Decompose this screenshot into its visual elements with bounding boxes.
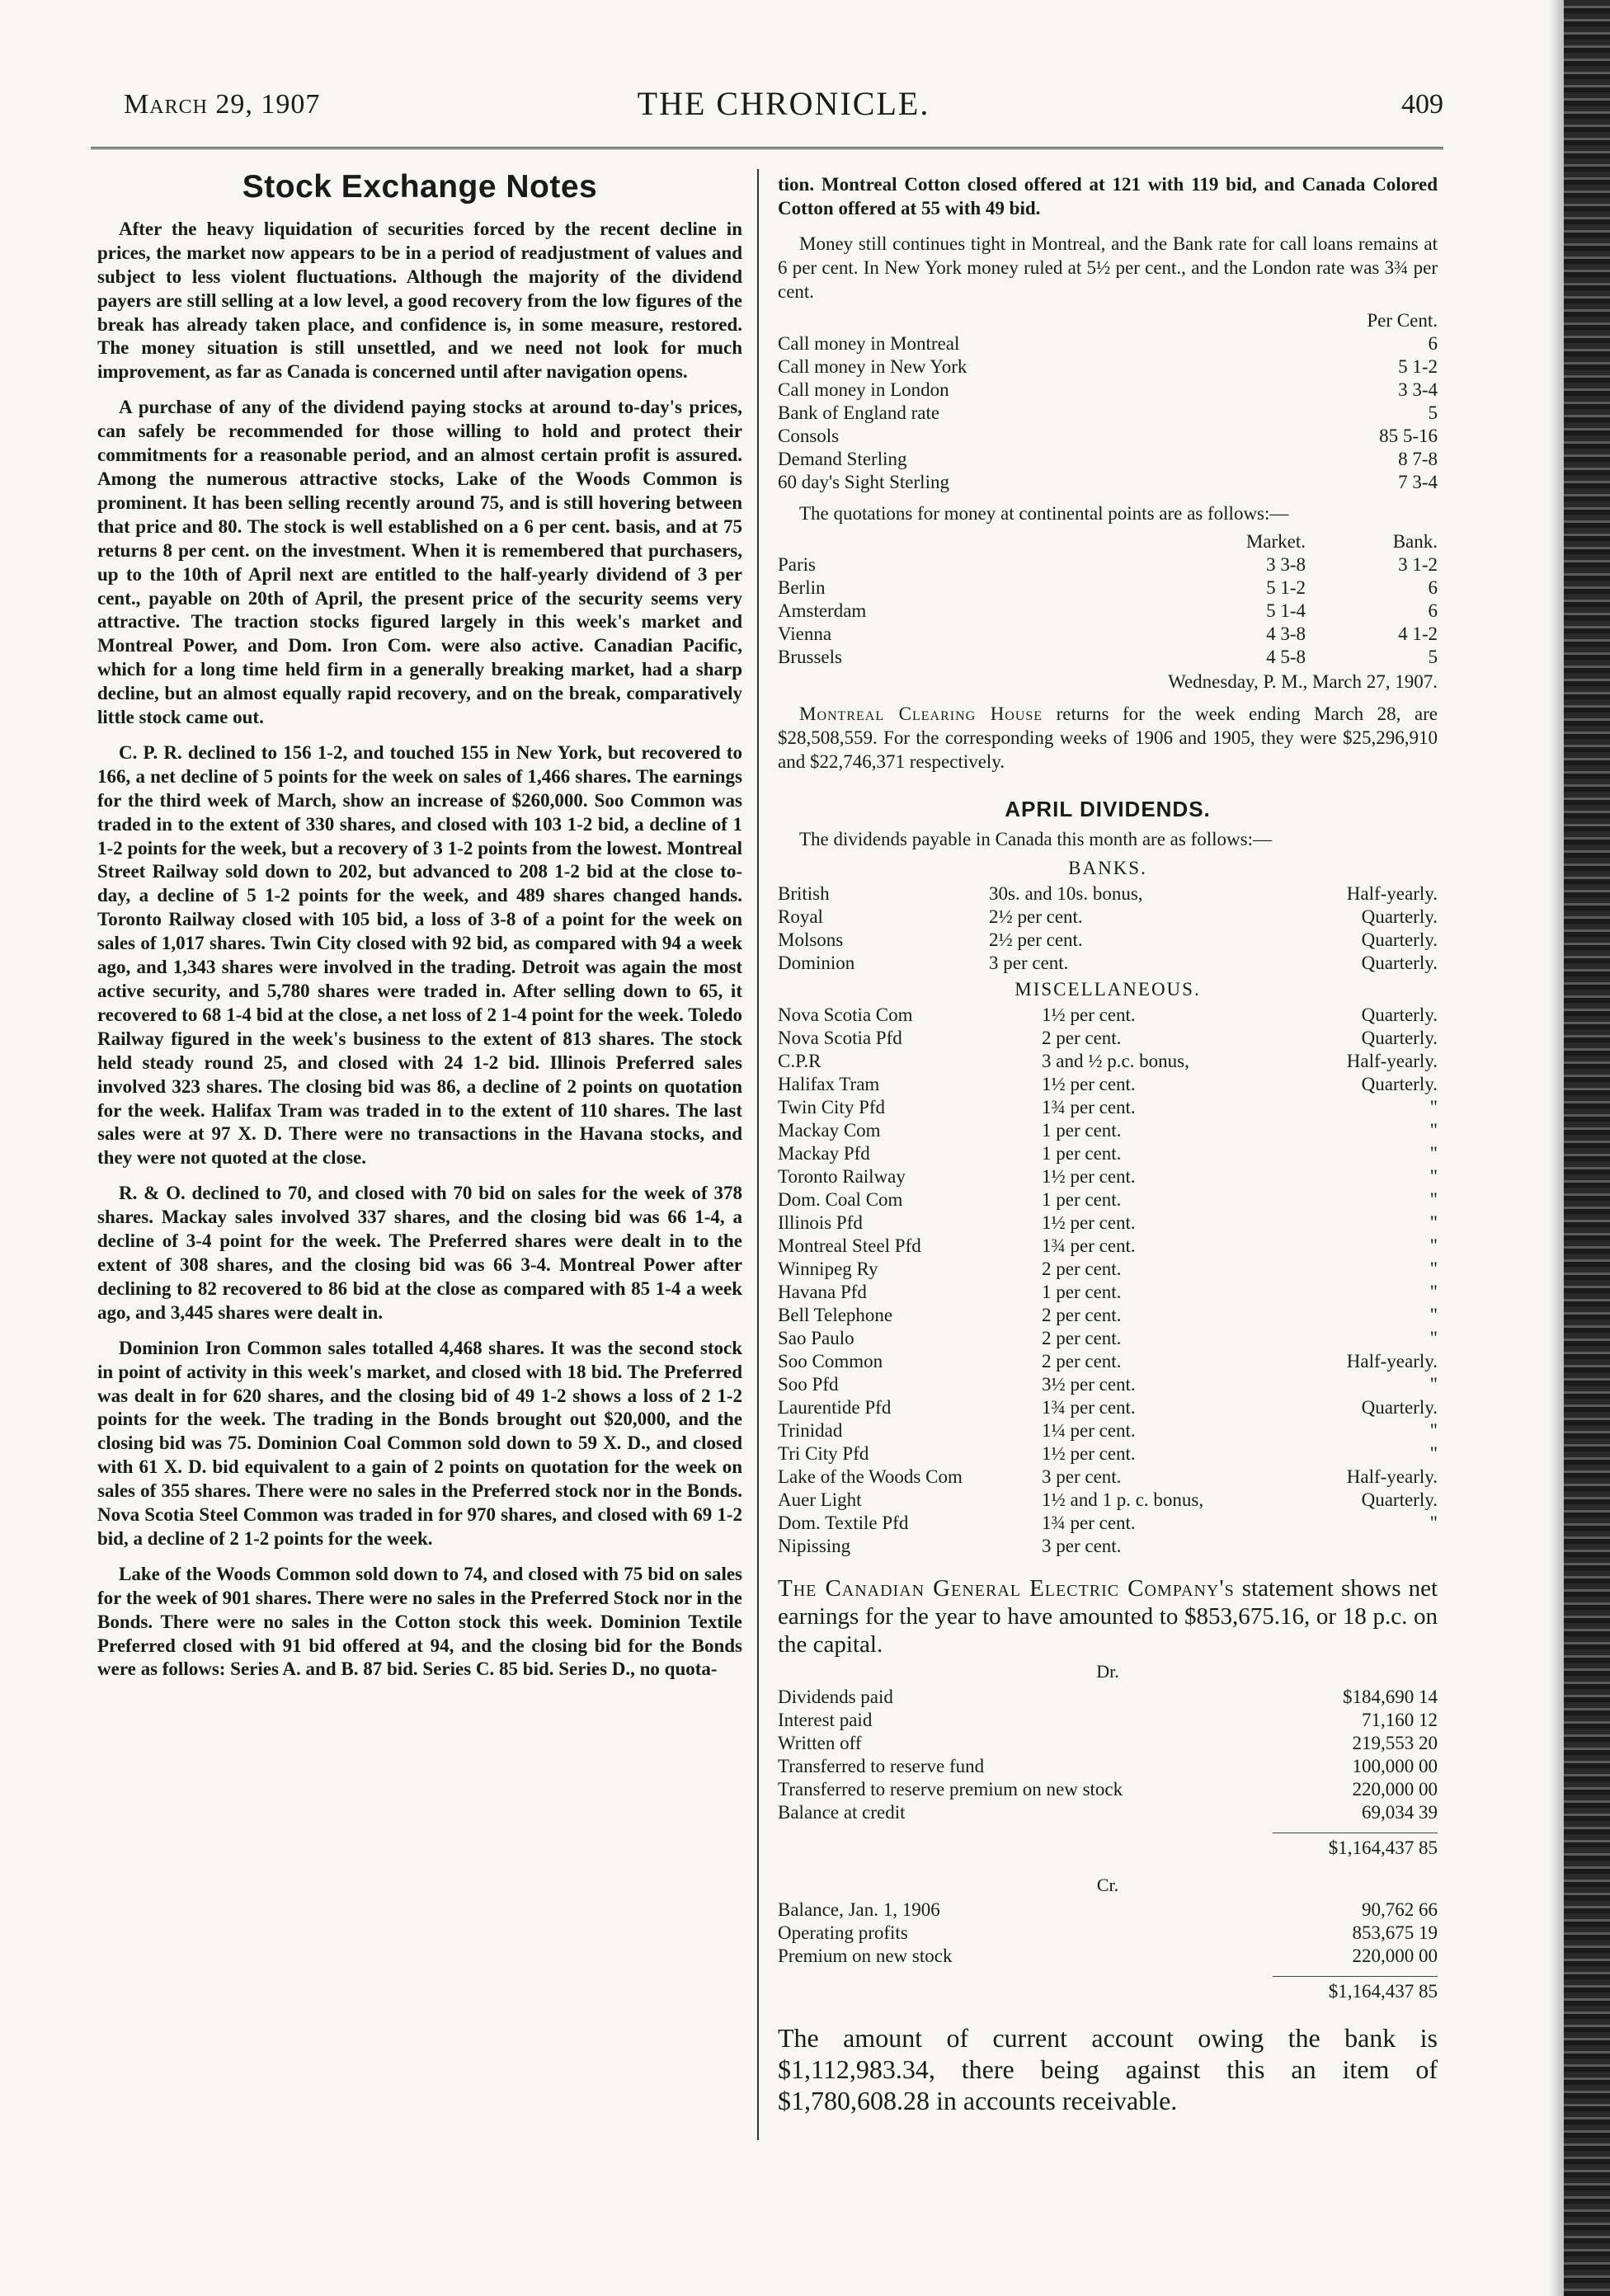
dividend-period: Half-yearly. — [1346, 882, 1438, 904]
continental-row — [778, 623, 1438, 646]
dividend-period: " — [1429, 1512, 1438, 1533]
dividend-row — [778, 1281, 1438, 1304]
debit-amount: 219,553 20 — [1352, 1732, 1438, 1753]
dividend-period: " — [1429, 1442, 1438, 1464]
dividend-row — [778, 1073, 1438, 1096]
dividend-rate: 1½ per cent. — [1042, 1212, 1136, 1233]
dividend-period: Quarterly. — [1361, 1396, 1438, 1418]
dividend-rate: 2 per cent. — [1042, 1350, 1122, 1371]
dividend-rate: 2 per cent. — [1042, 1258, 1122, 1279]
dividend-rate: 1¾ per cent. — [1042, 1096, 1136, 1117]
rate-value: 5 — [1428, 402, 1438, 423]
rate-label: 60 day's Sight Sterling — [778, 471, 949, 492]
credit-amount: 90,762 66 — [1362, 1899, 1438, 1921]
market-rate: 3 3-8 — [1266, 554, 1306, 576]
dateline: Wednesday, P. M., March 27, 1907. — [1168, 671, 1438, 693]
debit-label: Written off — [778, 1732, 862, 1753]
rate-label: Call money in London — [778, 379, 949, 400]
dividend-rate: 1¾ per cent. — [1042, 1512, 1136, 1533]
debit-row — [778, 1686, 1438, 1709]
dividend-period: " — [1429, 1212, 1438, 1233]
rate-label: Call money in Montreal — [778, 332, 960, 354]
paragraph: Dominion Iron Common sales totalled 4,468 shares. It was the second stock in point of activity in this week's market, and closed with 18 bid. The Preferred was dealt in for 620 shares, and the closing bid of 49 1-2 shows a loss of 2 1-2 points for the week. The trading in the Bonds brought out $20,000, and the closing bid was 75. Dominion Coal Common sold down to 59 X. D., and closed with 61 X. D. bid equivalent to a gain of 2 points on quotation for the week on sales of 355 shares. There were no sales in the Preferred stock nor in the Bonds. Nova Scotia Steel Common was traded in for 970 shares, and closed with 69 1-2 bid, a decline of 2 1-2 points for the week. — [97, 1337, 742, 1549]
dividend-name: Havana Pfd — [778, 1281, 867, 1302]
dividend-rate: 3 per cent. — [1042, 1535, 1122, 1556]
dividend-rate: 3 and ½ p.c. bonus, — [1042, 1050, 1189, 1071]
continental-row — [778, 553, 1438, 576]
dividend-period: " — [1429, 1327, 1438, 1348]
dividend-row — [778, 1350, 1438, 1373]
dividend-rate: 1½ and 1 p. c. bonus, — [1042, 1489, 1204, 1510]
dividend-rate: 2 per cent. — [1042, 1327, 1122, 1348]
debit-total-value: $1,164,437 85 — [1328, 1837, 1438, 1858]
cge-company: The Canadian General Electric Company's — [778, 1574, 1235, 1602]
dividend-name: Tri City Pfd — [778, 1442, 869, 1464]
dividend-name: Soo Pfd — [778, 1373, 839, 1395]
debit-row — [778, 1801, 1438, 1824]
dividend-row — [778, 1512, 1438, 1535]
dividend-name: Soo Common — [778, 1350, 883, 1371]
book-binding — [1564, 0, 1610, 2296]
rate-label: Demand Sterling — [778, 448, 907, 469]
dividend-name: Twin City Pfd — [778, 1096, 886, 1117]
money-rates-table — [778, 309, 1438, 494]
rate-value: 8 7-8 — [1398, 448, 1438, 469]
market-rate: 4 5-8 — [1266, 647, 1306, 668]
market-rate: 4 3-8 — [1266, 623, 1306, 645]
market-rate: 5 1-4 — [1266, 600, 1306, 622]
continental-intro: The quotations for money at continental points are as follows:— — [799, 502, 1289, 524]
rate-value: 7 3-4 — [1398, 471, 1438, 492]
cge-intro-text: statement shows net earnings for the year to have amounted to $853,675.16, or 18 p.c. on the capital. — [778, 1574, 1438, 1658]
continental-rates-table — [778, 530, 1438, 669]
misc-heading: MISCELLANEOUS. — [1014, 978, 1201, 1000]
dividend-rate: 1½ per cent. — [1042, 1073, 1136, 1094]
dividend-period: " — [1429, 1188, 1438, 1210]
dividend-row — [778, 1489, 1438, 1512]
city-name: Vienna — [778, 623, 832, 645]
dividend-period: Quarterly. — [1361, 952, 1438, 973]
rate-value: 5 1-2 — [1398, 355, 1438, 377]
clearing-house-text: returns for the week ending March 28, are $28,508,559. For the corresponding weeks of 1906 and 1905, they were $25,296,910 and $22,746,371 respectively. — [778, 703, 1438, 773]
dividend-row — [778, 1258, 1438, 1281]
debit-row — [778, 1709, 1438, 1732]
paragraph: Lake of the Woods Common sold down to 74, and closed with 75 bid on sales for the week of 901 shares. There were no sales in the Preferred Stock nor in the Bonds. There were no sales in the Cotton stock this week. Dominion Textile Preferred closed with 91 bid offered at 94, and the closing bid for the Bonds were as follows: Series A. and B. 87 bid. Series C. 85 bid. Series D., no quota- — [97, 1563, 742, 1680]
page-number: 409 — [1401, 89, 1443, 120]
credit-total-value: $1,164,437 85 — [1328, 1981, 1438, 2002]
dividend-row — [778, 1004, 1438, 1027]
total-rule — [1273, 1976, 1438, 1977]
market-header: Market. — [1245, 531, 1306, 553]
credit-row — [778, 1945, 1438, 1968]
money-rate-row — [778, 355, 1438, 379]
dividend-name: Laurentide Pfd — [778, 1396, 892, 1418]
market-rate: 5 1-2 — [1266, 577, 1306, 599]
dividend-rate: 3½ per cent. — [1042, 1373, 1136, 1395]
dividend-name: Dominion — [778, 952, 855, 973]
credit-amount: 853,675 19 — [1352, 1922, 1438, 1944]
dividend-period: Quarterly. — [1361, 1073, 1438, 1094]
money-rate-row — [778, 332, 1438, 355]
dividend-period: " — [1429, 1281, 1438, 1302]
continental-row — [778, 600, 1438, 623]
rate-value: 3 3-4 — [1398, 379, 1438, 400]
credit-label: Operating profits — [778, 1922, 908, 1944]
dividend-name: Winnipeg Ry — [778, 1258, 878, 1279]
dividend-period: " — [1429, 1419, 1438, 1441]
article-title: Stock Exchange Notes — [242, 169, 598, 205]
running-head — [124, 85, 1443, 130]
dividend-name: Mackay Pfd — [778, 1142, 870, 1164]
dividend-rate: 1½ per cent. — [1042, 1004, 1136, 1025]
continental-row — [778, 576, 1438, 600]
dividend-period: Quarterly. — [1361, 929, 1438, 950]
dividend-row — [778, 1304, 1438, 1327]
bank-header: Bank. — [1392, 531, 1438, 553]
dividend-name: Royal — [778, 906, 823, 927]
debit-label: Dividends paid — [778, 1686, 893, 1707]
dividend-row — [778, 1419, 1438, 1442]
dividend-row — [778, 952, 1438, 975]
rate-value: 85 5-16 — [1379, 425, 1438, 446]
dividend-name: Mackay Com — [778, 1119, 881, 1141]
dividend-rate: 1 per cent. — [1042, 1119, 1122, 1141]
dividend-period: Quarterly. — [1361, 906, 1438, 927]
dividend-rate: 1¼ per cent. — [1042, 1419, 1136, 1441]
dividend-rate: 2 per cent. — [1042, 1027, 1122, 1048]
dividend-rate: 1 per cent. — [1042, 1142, 1122, 1164]
rate-value: 6 — [1428, 332, 1438, 354]
dividends-title: APRIL DIVIDENDS. — [1005, 797, 1211, 822]
city-name: Paris — [778, 554, 816, 576]
issue-date: March 29, 1907 — [124, 89, 321, 120]
dividend-row — [778, 1027, 1438, 1050]
dividend-period — [1266, 1535, 1438, 1558]
dividend-name: Montreal Steel Pfd — [778, 1235, 921, 1256]
debit-amount: 100,000 00 — [1352, 1755, 1438, 1776]
dividend-rate: 1½ per cent. — [1042, 1165, 1136, 1187]
dividend-period: " — [1429, 1096, 1438, 1117]
dividend-name: Illinois Pfd — [778, 1212, 863, 1233]
debit-total — [778, 1833, 1438, 1861]
money-rate-row — [778, 402, 1438, 425]
bank-rate: 5 — [1428, 647, 1438, 668]
dividend-name: Bell Telephone — [778, 1304, 893, 1325]
dividend-row — [778, 1188, 1438, 1212]
debit-amount: 71,160 12 — [1362, 1709, 1438, 1730]
dividend-period: Quarterly. — [1361, 1004, 1438, 1025]
dividend-name: Sao Paulo — [778, 1327, 854, 1348]
debit-row — [778, 1778, 1438, 1801]
money-rate-row — [778, 379, 1438, 402]
paragraph: R. & O. declined to 70, and closed with 70 bid on sales for the week of 378 shares. Mackay sales involved 337 shares, and the closing bid was 66 1-4, a decline of 3-4 point for the week. The Preferred shares were dealt in to the extent of 308 shares, and the closing bid was 66 3-4. Montreal Power after declining to 82 recovered to 86 bid at the close as compared with 85 1-4 a week ago, and 3,445 shares were dealt in. — [97, 1183, 742, 1323]
debit-amount: 69,034 39 — [1362, 1801, 1438, 1823]
rate-label: Consols — [778, 425, 840, 446]
money-paragraph: Money still continues tight in Montreal, and the Bank rate for call loans remains at 6 per cent. In New York money ruled at 5½ per cent., and the London rate was 3¾ per cent. — [778, 233, 1438, 302]
dividend-name: Dom. Coal Com — [778, 1188, 903, 1210]
paragraph: C. P. R. declined to 156 1-2, and touched 155 in New York, but recovered to 166, a net decline of 5 points for the week on sales of 1,466 shares. The earnings for the third week of March, show an increase of $260,000. Soo Common was traded in to the extent of 330 shares, and closed with 103 1-2 bid, a decline of 1 1-2 points for the week, but a recovery of 3 1-2 points from the lowest. Montreal Street Railway sold down to 202, but advanced to 208 1-2 bid at the close to-day, a decline of 5 1-2 points for the week, and 489 shares changed hands. Toronto Railway closed with 105 bid, a loss of 3-8 of a point for the week on sales of 1,017 shares. Twin City closed with 92 bid, as compared with 94 a week ago, and 1,343 shares were involved in the trading. Detroit was again the most active security, and 5,780 shares were traded in. After selling down to 65, it recovered to 68 1-4 bid at the close, a net loss of 2 1-4 point for the week. Toledo Railway figured in the week's business to the extent of 813 shares. The stock held steady round 25, and closed with 24 1-2 bid. Illinois Preferred sales involved 323 shares. The closing bid was 86, a decline of 2 points on quotation for the week. Halifax Tram was traded in to the extent of 110 shares. The last sales were at 97 X. D. There were no transactions in the Havana stocks, and they were not quoted at the close. — [97, 741, 742, 1169]
debit-row — [778, 1755, 1438, 1778]
dividend-name: C.P.R — [778, 1050, 821, 1071]
dividend-row — [778, 1096, 1438, 1119]
dividend-row — [778, 1119, 1438, 1142]
dividend-rate: 1 per cent. — [1042, 1281, 1122, 1302]
dividend-row — [778, 882, 1438, 906]
city-name: Berlin — [778, 577, 826, 599]
column-divider — [757, 169, 759, 2140]
right-column — [778, 173, 1438, 2116]
city-name: Amsterdam — [778, 600, 867, 622]
paragraph: A purchase of any of the dividend paying stocks at around to-day's prices, can safely be recommended for those willing to hold and protect their commitments for a reasonable period, and an almost certain profit is assured. Among the numerous attractive stocks, Lake of the Woods Common is prominent. It has been selling recently around 75, and is still hovering between that price and 80. The stock is well established on a 6 per cent. basis, and at 75 returns 8 per cent. on the investment. When it is remembered that purchasers, up to the 10th of April next are entitled to the half-yearly dividend of 3 per cent., payable on 20th of April, the present price of the security seems very attractive. The traction stocks figured largely in this week's market and Montreal Power, and Dom. Iron Com. were also active. Canadian Pacific, which for a long time held firm in a generally breaking market, had a sharp decline, but an almost equally rapid recovery, and on the break, comparatively little stock came out. — [97, 397, 742, 728]
dividend-period: Half-yearly. — [1346, 1050, 1438, 1071]
money-rate-row — [778, 448, 1438, 471]
dividend-row — [778, 1442, 1438, 1466]
money-rate-row — [778, 471, 1438, 494]
dividend-rate: 2 per cent. — [1042, 1304, 1122, 1325]
dividend-name: Halifax Tram — [778, 1073, 880, 1094]
dividend-period: Half-yearly. — [1346, 1350, 1438, 1371]
dividend-name: Molsons — [778, 929, 844, 950]
dividend-row — [778, 929, 1438, 952]
city-name: Brussels — [778, 647, 842, 668]
debit-row — [778, 1732, 1438, 1755]
dividend-row — [778, 1050, 1438, 1073]
debit-amount: $184,690 14 — [1343, 1686, 1438, 1707]
paragraph: After the heavy liquidation of securities forced by the recent decline in prices, the market now appears to be in a period of readjustment of values and subject to less violent fluctuations. Although the majority of the dividend payers are still selling at a low level, a good recovery from the low figures of the break has already taken place, and confidence is, in some measure, restored. The money situation is still unsettled, and we need not look for much improvement, as far as Canada is concerned until after navigation opens. — [97, 218, 742, 383]
dividend-name: Nova Scotia Com — [778, 1004, 913, 1025]
clearing-house-paragraph — [778, 703, 1438, 774]
bank-rate: 6 — [1428, 577, 1438, 599]
per-cent-header: Per Cent. — [1367, 309, 1438, 331]
dividend-period: Quarterly. — [1361, 1489, 1438, 1510]
dividend-rate: 3 per cent. — [989, 952, 1069, 973]
dividend-row — [778, 1373, 1438, 1396]
publication-title: THE CHRONICLE. — [637, 85, 930, 122]
dividend-name: Nipissing — [778, 1535, 851, 1556]
dividend-rate: 30s. and 10s. bonus, — [989, 882, 1143, 904]
credit-amount: 220,000 00 — [1352, 1945, 1438, 1967]
cge-credits-table — [778, 1898, 1438, 1968]
header-rule — [91, 147, 1443, 149]
rate-label: Call money in New York — [778, 355, 967, 377]
banks-heading: BANKS. — [1068, 857, 1147, 878]
dividend-period: " — [1429, 1165, 1438, 1187]
dividend-period: " — [1429, 1119, 1438, 1141]
dividend-rate: 1 per cent. — [1042, 1188, 1122, 1210]
debit-label: Transferred to reserve fund — [778, 1755, 985, 1776]
dividend-period: Quarterly. — [1361, 1027, 1438, 1048]
dividend-name: Toronto Railway — [778, 1165, 906, 1187]
dividend-row — [778, 1235, 1438, 1258]
dividend-period: " — [1429, 1373, 1438, 1395]
dividend-name: Nova Scotia Pfd — [778, 1027, 902, 1048]
dividend-name: British — [778, 882, 830, 904]
credit-total — [778, 1976, 1438, 2004]
cge-intro — [778, 1574, 1438, 1658]
dividend-row — [778, 1142, 1438, 1165]
bank-rate: 3 1-2 — [1398, 554, 1438, 576]
dividend-period: Half-yearly. — [1346, 1466, 1438, 1487]
dividend-name: Lake of the Woods Com — [778, 1466, 963, 1487]
dividend-period: " — [1429, 1235, 1438, 1256]
dividend-rate: 3 per cent. — [1042, 1466, 1122, 1487]
credit-row — [778, 1898, 1438, 1922]
dividend-row — [778, 1466, 1438, 1489]
dividend-row — [778, 1327, 1438, 1350]
misc-dividends-table — [778, 1004, 1438, 1558]
debit-amount: 220,000 00 — [1352, 1778, 1438, 1800]
dividend-rate: 1¾ per cent. — [1042, 1396, 1136, 1418]
dividend-name: Trinidad — [778, 1419, 843, 1441]
dividend-period: " — [1429, 1142, 1438, 1164]
dividend-period: " — [1429, 1258, 1438, 1279]
dividend-row — [778, 1165, 1438, 1188]
dividend-name: Dom. Textile Pfd — [778, 1512, 909, 1533]
bank-dividends-table — [778, 882, 1438, 975]
continental-row — [778, 646, 1438, 669]
dividend-row — [778, 906, 1438, 929]
debit-label: Balance at credit — [778, 1801, 906, 1823]
continued-paragraph: tion. Montreal Cotton closed offered at 121 with 119 bid, and Canada Colored Cotton offered at 55 with 49 bid. — [778, 174, 1438, 219]
dividend-period: " — [1429, 1304, 1438, 1325]
dividend-rate: 1½ per cent. — [1042, 1442, 1136, 1464]
page-edge-shadow — [1549, 0, 1564, 2296]
dividend-rate: 2½ per cent. — [989, 929, 1083, 950]
credit-label: Balance, Jan. 1, 1906 — [778, 1899, 940, 1921]
dr-label: Dr. — [1096, 1660, 1119, 1682]
cr-label: Cr. — [1096, 1874, 1119, 1895]
bank-rate: 4 1-2 — [1398, 623, 1438, 645]
dividend-row — [778, 1535, 1438, 1558]
dividend-name: Auer Light — [778, 1489, 862, 1510]
rate-label: Bank of England rate — [778, 402, 940, 423]
dividend-row — [778, 1396, 1438, 1419]
dividend-rate: 2½ per cent. — [989, 906, 1083, 927]
bank-rate: 6 — [1428, 600, 1438, 622]
credit-row — [778, 1922, 1438, 1945]
cge-debits-table — [778, 1686, 1438, 1824]
dividends-intro: The dividends payable in Canada this month are as follows:— — [799, 828, 1272, 849]
credit-label: Premium on new stock — [778, 1945, 953, 1967]
dividend-rate: 1¾ per cent. — [1042, 1235, 1136, 1256]
dividend-row — [778, 1212, 1438, 1235]
debit-label: Transferred to reserve premium on new stock — [778, 1778, 1123, 1800]
clearing-house-lead: Montreal Clearing House — [799, 703, 1043, 725]
debit-label: Interest paid — [778, 1709, 873, 1730]
money-rate-row — [778, 425, 1438, 448]
left-column — [97, 169, 742, 1693]
cge-outro: The amount of current account owing the bank is $1,112,983.34, there being against this an item of $1,780,608.28 in accounts receivable. — [778, 2023, 1438, 2116]
